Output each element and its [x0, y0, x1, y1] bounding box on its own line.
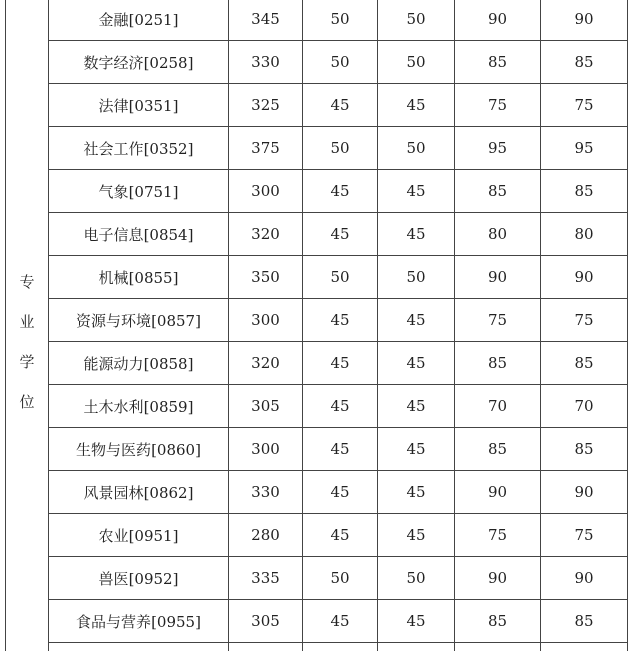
major-name: 金融 [98, 10, 129, 29]
major-code: [0857] [151, 311, 201, 330]
subject-one-score-cell: 85 [455, 170, 541, 213]
table-row [6, 127, 628, 170]
major-cell [49, 127, 229, 170]
total-score-cell: 330 [229, 471, 303, 514]
total-score-cell: 350 [229, 256, 303, 299]
foreign-language-score-cell: 45 [378, 213, 455, 256]
foreign-language-score-cell: 50 [378, 41, 455, 84]
major-code: [0258] [143, 53, 194, 72]
foreign-language-score-cell: 45 [378, 299, 455, 342]
major-code: [0854] [143, 225, 194, 244]
table-row [6, 0, 628, 41]
subject-one-score-cell: 80 [455, 213, 541, 256]
foreign-language-score-cell: 50 [378, 0, 455, 41]
subject-two-score-cell: 85 [541, 41, 628, 84]
foreign-language-score-cell: 45 [378, 471, 455, 514]
total-score-cell: 280 [229, 514, 303, 557]
total-score-cell: 300 [229, 428, 303, 471]
foreign-language-score-cell: 50 [378, 256, 455, 299]
major-code: [0855] [128, 268, 179, 287]
politics-score-cell: 45 [303, 299, 378, 342]
major-code: [0952] [128, 569, 179, 588]
politics-score-cell: 45 [303, 170, 378, 213]
foreign-language-score-cell: 45 [378, 600, 455, 643]
total-score-cell: 320 [229, 213, 303, 256]
subject-two-score-cell: 70 [541, 385, 628, 428]
major-name: 能源动力 [83, 354, 144, 373]
table-row [6, 600, 628, 643]
major-code: [0955] [151, 612, 201, 631]
politics-score-cell: 50 [303, 557, 378, 600]
degree-category-cell [6, 0, 49, 651]
politics-score-cell: 50 [303, 127, 378, 170]
major-code: [0352] [143, 139, 194, 158]
major-name: 兽医 [98, 569, 129, 588]
major-cell [49, 643, 229, 651]
major-cell [49, 0, 229, 41]
table-row [6, 213, 628, 256]
total-score-cell: 375 [229, 127, 303, 170]
major-code: [0862] [143, 483, 194, 502]
major-code: [0351] [128, 96, 179, 115]
subject-two-score-cell: 80 [541, 213, 628, 256]
major-name: 法律 [98, 96, 129, 115]
subject-one-score-cell: 90 [455, 0, 541, 41]
major-cell [49, 84, 229, 127]
foreign-language-score-cell: 50 [378, 557, 455, 600]
subject-one-score-cell: 75 [455, 514, 541, 557]
major-name: 气象 [98, 182, 129, 201]
politics-score-cell: 45 [303, 385, 378, 428]
subject-one-score-cell: 90 [455, 557, 541, 600]
table-row [6, 514, 628, 557]
major-code: [0858] [143, 354, 194, 373]
table-row [6, 299, 628, 342]
subject-one-score-cell: 85 [455, 428, 541, 471]
table-row [6, 471, 628, 514]
score-table [5, 0, 628, 651]
subject-two-score-cell: 75 [541, 514, 628, 557]
major-name: 食品与营养 [76, 612, 152, 631]
foreign-language-score-cell: 45 [378, 385, 455, 428]
total-score-cell: 300 [229, 299, 303, 342]
major-cell [49, 299, 229, 342]
major-name: 资源与环境 [76, 311, 152, 330]
subject-two-score-cell: 90 [541, 0, 628, 41]
total-score-cell: 325 [229, 84, 303, 127]
subject-two-score-cell: 90 [541, 557, 628, 600]
score-table-body [6, 0, 628, 651]
total-score-cell: 305 [229, 385, 303, 428]
table-row [6, 342, 628, 385]
politics-score-cell [303, 643, 378, 651]
subject-one-score-cell: 90 [455, 471, 541, 514]
politics-score-cell: 50 [303, 41, 378, 84]
subject-two-score-cell: 85 [541, 600, 628, 643]
subject-two-score-cell: 85 [541, 428, 628, 471]
table-row [6, 170, 628, 213]
politics-score-cell: 45 [303, 84, 378, 127]
major-cell [49, 41, 229, 84]
major-name: 农业 [98, 526, 129, 545]
subject-two-score-cell: 75 [541, 299, 628, 342]
major-cell [49, 385, 229, 428]
major-cell [49, 342, 229, 385]
politics-score-cell: 45 [303, 600, 378, 643]
foreign-language-score-cell: 45 [378, 84, 455, 127]
major-cell [49, 428, 229, 471]
total-score-cell: 335 [229, 557, 303, 600]
degree-category-label: 专业学位 [19, 272, 35, 411]
total-score-cell: 320 [229, 342, 303, 385]
subject-one-score-cell: 85 [455, 600, 541, 643]
major-name: 机械 [98, 268, 129, 287]
politics-score-cell: 50 [303, 0, 378, 41]
subject-one-score-cell [455, 643, 541, 651]
major-name: 生物与医药 [76, 440, 152, 459]
major-code: [0860] [151, 440, 201, 459]
politics-score-cell: 45 [303, 213, 378, 256]
subject-two-score-cell: 95 [541, 127, 628, 170]
major-cell [49, 514, 229, 557]
subject-one-score-cell: 85 [455, 41, 541, 84]
major-name: 电子信息 [83, 225, 144, 244]
subject-two-score-cell: 85 [541, 170, 628, 213]
major-cell [49, 170, 229, 213]
politics-score-cell: 45 [303, 471, 378, 514]
major-name: 社会工作 [83, 139, 144, 158]
politics-score-cell: 45 [303, 514, 378, 557]
foreign-language-score-cell [378, 643, 455, 651]
politics-score-cell: 45 [303, 342, 378, 385]
major-code: [0859] [143, 397, 194, 416]
subject-one-score-cell: 75 [455, 84, 541, 127]
foreign-language-score-cell: 45 [378, 170, 455, 213]
major-name: 数字经济 [83, 53, 144, 72]
foreign-language-score-cell: 45 [378, 342, 455, 385]
table-row [6, 643, 628, 651]
subject-one-score-cell: 70 [455, 385, 541, 428]
politics-score-cell: 45 [303, 428, 378, 471]
table-row [6, 557, 628, 600]
subject-two-score-cell: 85 [541, 342, 628, 385]
subject-one-score-cell: 95 [455, 127, 541, 170]
foreign-language-score-cell: 45 [378, 514, 455, 557]
major-cell [49, 256, 229, 299]
subject-two-score-cell: 75 [541, 84, 628, 127]
major-cell [49, 600, 229, 643]
subject-two-score-cell: 90 [541, 471, 628, 514]
total-score-cell: 330 [229, 41, 303, 84]
subject-one-score-cell: 85 [455, 342, 541, 385]
major-name: 风景园林 [83, 483, 144, 502]
major-cell [49, 471, 229, 514]
foreign-language-score-cell: 50 [378, 127, 455, 170]
major-cell [49, 557, 229, 600]
table-row [6, 41, 628, 84]
total-score-cell: 345 [229, 0, 303, 41]
foreign-language-score-cell: 45 [378, 428, 455, 471]
major-cell [49, 213, 229, 256]
table-row [6, 256, 628, 299]
total-score-cell: 305 [229, 600, 303, 643]
total-score-cell: 300 [229, 170, 303, 213]
politics-score-cell: 50 [303, 256, 378, 299]
table-row [6, 428, 628, 471]
major-code: [0951] [128, 526, 179, 545]
subject-two-score-cell [541, 643, 628, 651]
total-score-cell [229, 643, 303, 651]
subject-one-score-cell: 75 [455, 299, 541, 342]
major-name: 土木水利 [83, 397, 144, 416]
subject-one-score-cell: 90 [455, 256, 541, 299]
table-row [6, 84, 628, 127]
subject-two-score-cell: 90 [541, 256, 628, 299]
table-row [6, 385, 628, 428]
major-code: [0251] [128, 10, 179, 29]
major-code: [0751] [128, 182, 179, 201]
